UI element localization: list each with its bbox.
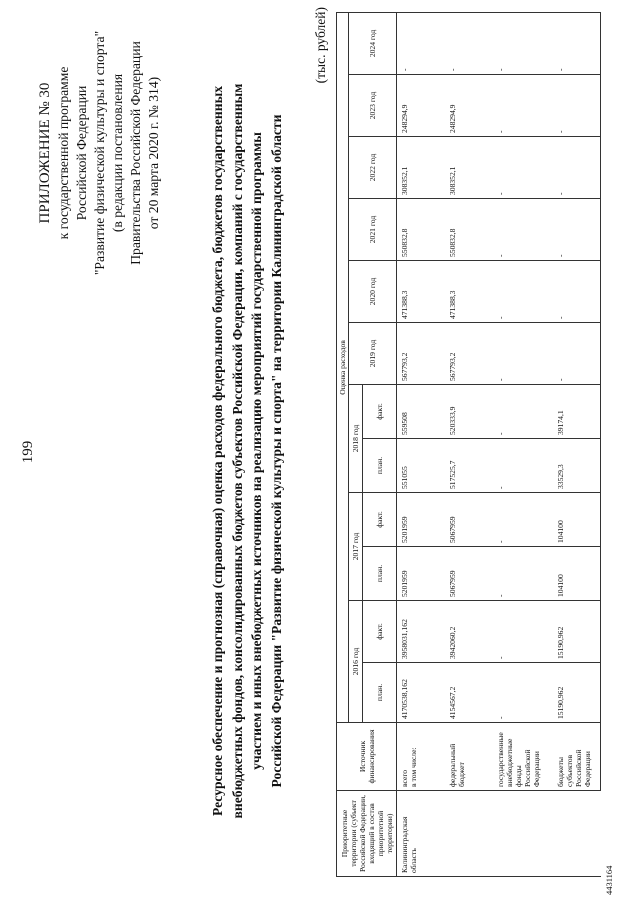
header-year-2022: 2022 год	[349, 137, 397, 199]
value-cell: -	[493, 547, 553, 601]
value-cell: 559508	[397, 385, 445, 439]
title-line: Ресурсное обеспечение и прогнозная (справочная) оценка расходов федерального бюджета, бюджетов государственных	[210, 85, 225, 817]
value-cell: 15190,962	[553, 601, 601, 663]
appendix-line: "Развитие физической культуры и спорта"	[92, 30, 107, 276]
value-cell: -	[493, 12, 553, 74]
value-cell: 308352,1	[445, 137, 493, 199]
header-year-2019: 2019 год	[349, 323, 397, 385]
value-cell: 33529,3	[553, 439, 601, 493]
appendix-line: к государственной программе	[56, 66, 71, 240]
value-cell: 5067959	[445, 547, 493, 601]
header-plan: план.	[363, 439, 397, 493]
source-cell: всего в том числе:	[397, 723, 445, 791]
value-cell: 4170538,162	[397, 663, 445, 723]
header-source: Источник финансирования	[337, 723, 397, 791]
document-title	[208, 17, 286, 885]
value-cell: 3958031,162	[397, 601, 445, 663]
value-cell: 551055	[397, 439, 445, 493]
budget-table	[336, 12, 601, 877]
header-estimate: Оценка расходов	[337, 12, 349, 722]
value-cell: 3942060,2	[445, 601, 493, 663]
value-cell: -	[493, 439, 553, 493]
value-cell: -	[493, 323, 553, 385]
header-year-2020: 2020 год	[349, 261, 397, 323]
units-label: (тыс. рублей)	[313, 7, 328, 84]
header-year-2018: 2018 год	[349, 385, 363, 493]
value-cell: -	[445, 12, 493, 74]
header-fact: факт.	[363, 385, 397, 439]
value-cell: -	[493, 137, 553, 199]
header-plan: план.	[363, 663, 397, 723]
value-cell: 5201959	[397, 493, 445, 547]
appendix-line: ПРИЛОЖЕНИЕ № 30	[37, 82, 53, 224]
value-cell: 4154567,2	[445, 663, 493, 723]
header-plan: план.	[363, 547, 397, 601]
value-cell: 471388,3	[397, 261, 445, 323]
header-year-2023: 2023 год	[349, 75, 397, 137]
header-fact: факт.	[363, 493, 397, 547]
value-cell: -	[553, 323, 601, 385]
value-cell: -	[553, 12, 601, 74]
value-cell: 517525,7	[445, 439, 493, 493]
value-cell: -	[493, 199, 553, 261]
header-fact: факт.	[363, 601, 397, 663]
appendix-line: от 20 марта 2020 г. № 314)	[146, 76, 161, 230]
value-cell: -	[493, 75, 553, 137]
source-cell: федеральный бюджет	[445, 723, 493, 791]
value-cell: 39174,1	[553, 385, 601, 439]
source-cell: государственные внебюджетные фонды Российской Федерации	[493, 723, 553, 791]
appendix-line: Правительства Российской Федерации	[128, 41, 143, 265]
appendix-line: Российской Федерации	[74, 85, 89, 221]
value-cell: -	[553, 261, 601, 323]
value-cell: -	[553, 199, 601, 261]
value-cell: 5067959	[445, 493, 493, 547]
value-cell: 308352,1	[397, 137, 445, 199]
value-cell: -	[493, 493, 553, 547]
page-number: 199	[20, 440, 36, 464]
value-cell: -	[493, 601, 553, 663]
value-cell: -	[553, 137, 601, 199]
title-line: внебюджетных фондов, консолидированных бюджетов субъектов Российской Федерации, компаний с государственным	[229, 83, 245, 819]
source-cell: бюджеты субъектов Российской Федерации	[553, 723, 601, 791]
value-cell: -	[493, 385, 553, 439]
value-cell: 15190,962	[553, 663, 601, 723]
territory-cell: Калининградская область	[397, 791, 601, 877]
value-cell: 520333,9	[445, 385, 493, 439]
appendix-line: (в редакции постановления	[110, 73, 125, 233]
value-cell: 567793,2	[445, 323, 493, 385]
value-cell: 104100	[553, 547, 601, 601]
value-cell: 248294,9	[445, 75, 493, 137]
value-cell: 550832,8	[397, 199, 445, 261]
value-cell: -	[553, 75, 601, 137]
header-year-2021: 2021 год	[349, 199, 397, 261]
value-cell: -	[493, 261, 553, 323]
header-year-2016: 2016 год	[349, 601, 363, 723]
value-cell: 550832,8	[445, 199, 493, 261]
header-territory: Приоритетные территории (субъект Российской Федерации, входящий в состав приоритетной территории)	[337, 791, 397, 877]
value-cell: 567793,2	[397, 323, 445, 385]
value-cell: 248294,9	[397, 75, 445, 137]
title-line: Российской Федерации "Развитие физической культуры и спорта" на территории Калининградской области	[268, 114, 284, 788]
header-year-2017: 2017 год	[349, 493, 363, 601]
appendix-header	[36, 3, 163, 303]
value-cell: 5201959	[397, 547, 445, 601]
value-cell: 104100	[553, 493, 601, 547]
document-number: 4431164	[604, 865, 614, 895]
title-line: участием и иных внебюджетных источников на реализацию мероприятий государственной программы	[249, 132, 264, 770]
value-cell: -	[493, 663, 553, 723]
header-year-2024: 2024 год	[349, 12, 397, 74]
value-cell: -	[397, 12, 445, 74]
value-cell: 471388,3	[445, 261, 493, 323]
